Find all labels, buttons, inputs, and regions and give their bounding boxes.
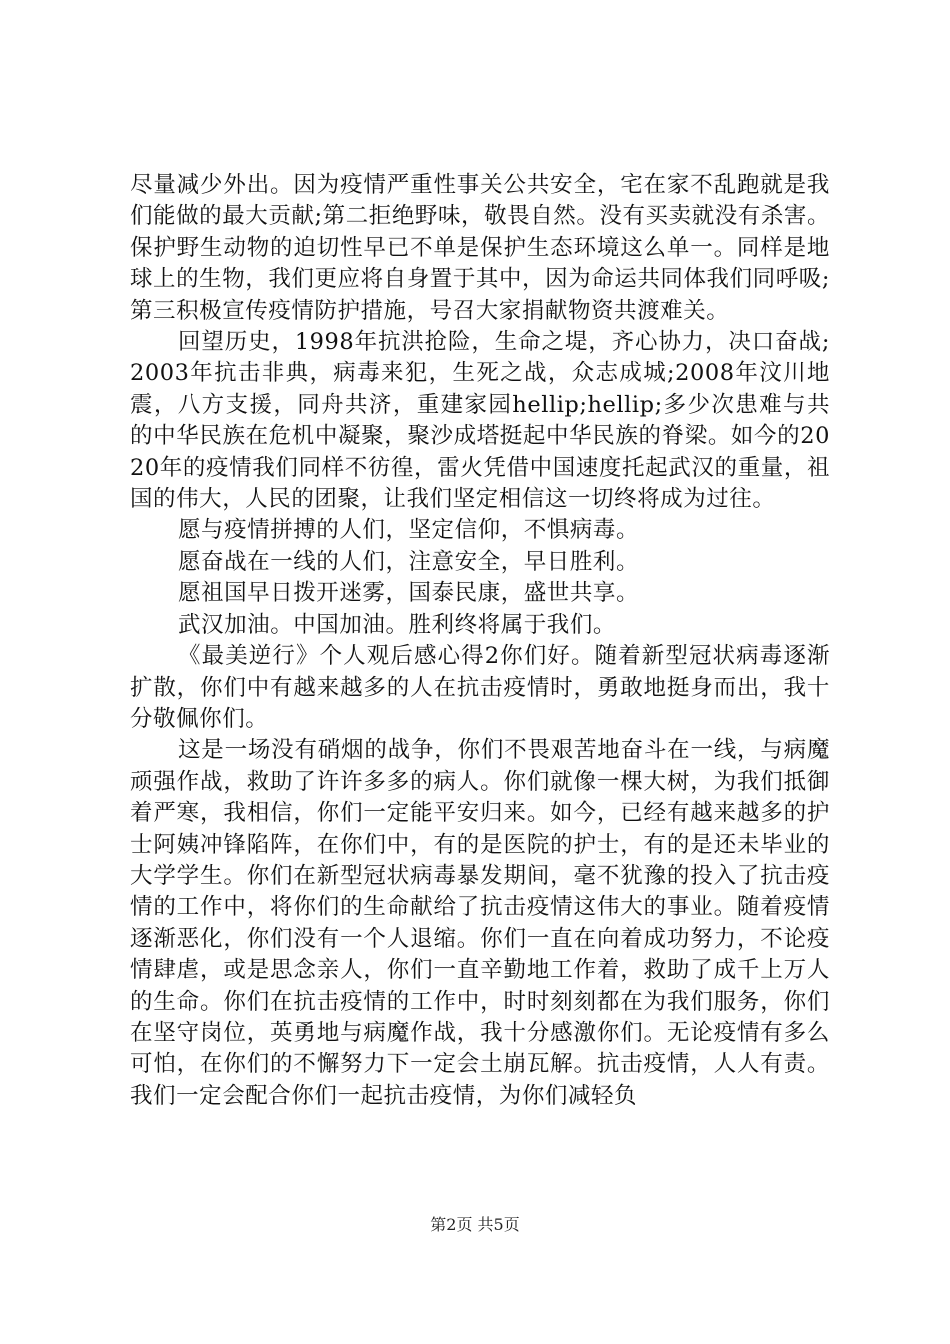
paragraph-8: 这是一场没有硝烟的战争，你们不畏艰苦地奋斗在一线，与病魔顽强作战，救助了许许多多的病人。你们就像一棵大树，为我们抵御着严寒，我相信，你们一定能平安归来。如今，已经有越来越多的护士阿姨冲锋陷阵，在你们中，有的是医院的护士，有的是还未毕业的大学学生。你们在新型冠状病毒暴发期间，毫不犹豫的投入了抗击疫情的工作中，将你们的生命献给了抗击疫情这伟大的事业。随着疫情逐渐恶化，你们没有一个人退缩。你们一直在向着成功努力，不论疫情肆虐，或是思念亲人，你们一直辛勤地工作着，救助了成千上万人的生命。你们在抗击疫情的工作中，时时刻刻都在为我们服务，你们在坚守岗位，英勇地与病魔作战，我十分感激你们。无论疫情有多么可怕，在你们的不懈努力下一定会土崩瓦解。抗击疫情，人人有责。我们一定会配合你们一起抗击疫情，为你们减轻负 (130, 737, 830, 1109)
page-number-footer: 第2页 共5页 (430, 1215, 520, 1234)
paragraph-1: 尽量减少外出。因为疫情严重性事关公共安全，宅在家不乱跑就是我们能做的最大贡献;第二拒绝野味，敬畏自然。没有买卖就没有杀害。保护野生动物的迫切性早已不单是保护生态环境这么单一。同样是地球上的生物，我们更应将自身置于其中，因为命运共同体我们同呼吸;第三积极宣传疫情防护措施，号召大家捐献物资共渡难关。 (130, 172, 830, 324)
paragraph-6: 武汉加油。中国加油。胜利终将属于我们。 (178, 611, 616, 638)
paragraph-5: 愿祖国早日拨开迷雾，国泰民康，盛世共享。 (178, 580, 640, 607)
paragraph-2: 回望历史，1998年抗洪抢险，生命之堤，齐心协力，决口奋战;2003年抗击非典，病毒来犯，生死之战，众志成城;2008年汶川地震，八方支援，同舟共济，重建家园hellip;hellip;多少次患难与共的中华民族在危机中凝聚，聚沙成塔挺起中华民族的脊梁。如今的2020年的疫情我们同样不彷徨，雷火凭借中国速度托起武汉的重量，祖国的伟大，人民的团聚，让我们坚定相信这一切终将成为过往。 (130, 329, 830, 513)
paragraph-3: 愿与疫情拼搏的人们，坚定信仰，不惧病毒。 (178, 517, 640, 544)
paragraph-4: 愿奋战在一线的人们，注意安全，早日胜利。 (178, 548, 640, 575)
paragraph-7: 《最美逆行》个人观后感心得2你们好。随着新型冠状病毒逐渐扩散，你们中有越来越多的人在抗击疫情时，勇敢地挺身而出，我十分敬佩你们。 (130, 643, 830, 732)
document-body (130, 170, 830, 1112)
